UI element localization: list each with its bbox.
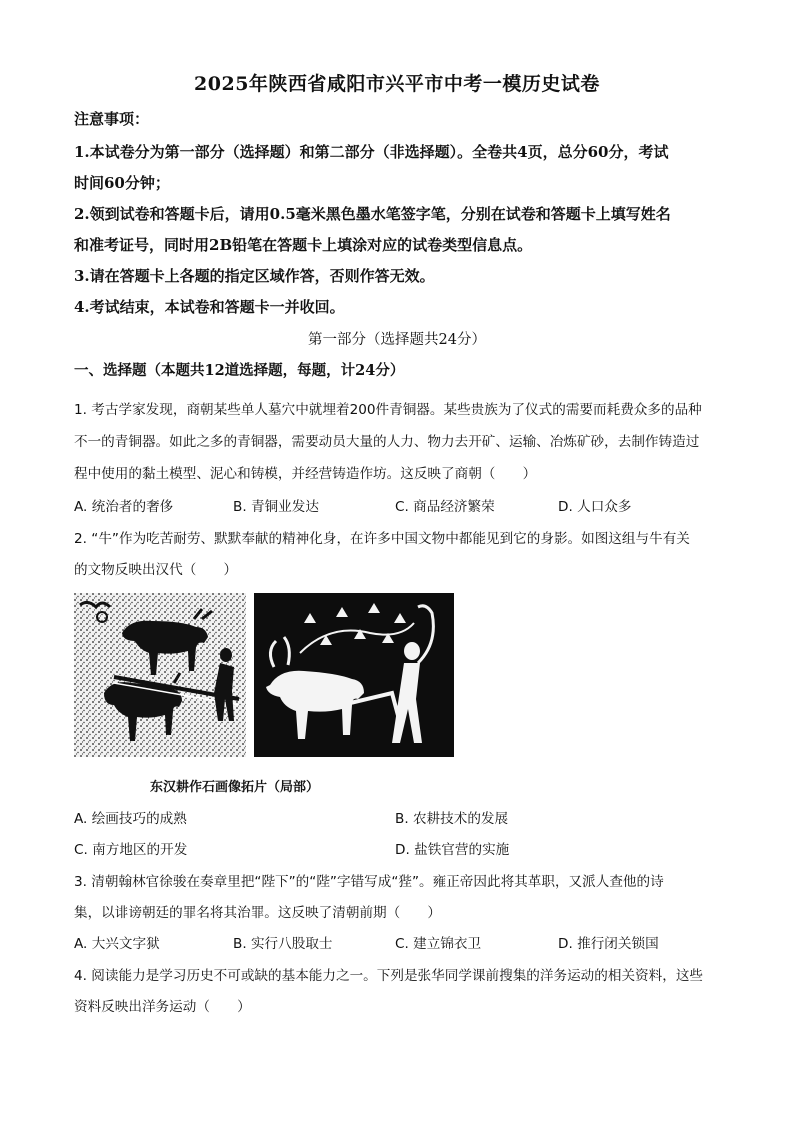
question-1-text: 程中使用的黏土模型、泥心和铸模，并经营铸造作坊。这反映了商朝（ ） <box>74 466 537 482</box>
notice-line: 时间60分钟； <box>74 174 170 192</box>
notice-line: 3.请在答题卡上各题的指定区域作答，否则作答无效。 <box>74 267 435 285</box>
question-2-text: 的文物反映出汉代（ ） <box>74 562 238 578</box>
question-4-text: 4. 阅读能力是学习历史不可或缺的基本能力之一。下列是张华同学课前搜集的洋务运动的相关资料，这些 <box>74 968 704 984</box>
option-c: C. 商品经济繁荣 <box>395 499 495 515</box>
notice-line: 2.领到试卷和答题卡后，请用0.5毫米黑色墨水笔签字笔，分别在试卷和答题卡上填写姓名 <box>74 205 671 223</box>
option-d: D. 人口众多 <box>558 499 632 515</box>
question-1-text: 不一的青铜器。如此之多的青铜器，需要动员大量的人力、物力去开矿、运输、冶炼矿砂，去制作铸造过 <box>74 434 700 450</box>
stone-relief-rubbing-image <box>74 593 454 757</box>
question-4-text: 资料反映出洋务运动（ ） <box>74 999 251 1015</box>
part-title: 第一部分（选择题共24分） <box>308 332 486 348</box>
option-a: A. 大兴文字狱 <box>74 936 160 952</box>
notice-line: 4.考试结束，本试卷和答题卡一并收回。 <box>74 298 345 316</box>
question-3-text: 集，以诽谤朝廷的罪名将其治罪。这反映了清朝前期（ ） <box>74 905 442 921</box>
option-a: A. 绘画技巧的成熟 <box>74 811 187 827</box>
page-title: 2025年陕西省咸阳市兴平市中考一模历史试卷 <box>194 73 600 95</box>
option-d: D. 推行闭关锁国 <box>558 936 659 952</box>
option-c: C. 南方地区的开发 <box>74 842 188 858</box>
question-3-text: 3. 清朝翰林官徐骏在奏章里把“陛下”的“陛”字错写成“狴”。雍正帝因此将其革职，又派人查他的诗 <box>74 874 664 890</box>
option-b: B. 青铜业发达 <box>233 499 319 515</box>
notice-heading: 注意事项： <box>74 110 150 128</box>
option-b: B. 实行八股取士 <box>233 936 333 952</box>
right-rubbing-panel <box>254 593 454 757</box>
notice-line: 1.本试卷分为第一部分（选择题）和第二部分（非选择题）。全卷共4页，总分60分，考试 <box>74 143 669 161</box>
option-c: C. 建立锦衣卫 <box>395 936 482 952</box>
notice-line: 和准考证号，同时用2B铅笔在答题卡上填涂对应的试卷类型信息点。 <box>74 236 533 254</box>
option-d: D. 盐铁官营的实施 <box>395 842 510 858</box>
option-b: B. 农耕技术的发展 <box>395 811 509 827</box>
figure-caption: 东汉耕作石画像拓片（局部） <box>150 780 320 795</box>
option-a: A. 统治者的奢侈 <box>74 499 174 515</box>
section-title: 一、选择题（本题共12道选择题，每题，计24分） <box>74 362 405 379</box>
question-1-text: 1. 考古学家发现，商朝某些单人墓穴中就埋着200件青铜器。某些贵族为了仪式的需要而耗费众多的品种 <box>74 402 702 418</box>
left-rubbing-panel <box>74 593 246 757</box>
question-2-text: 2. “牛”作为吃苦耐劳、默默奉献的精神化身，在许多中国文物中都能见到它的身影。如图这组与牛有关 <box>74 531 690 547</box>
